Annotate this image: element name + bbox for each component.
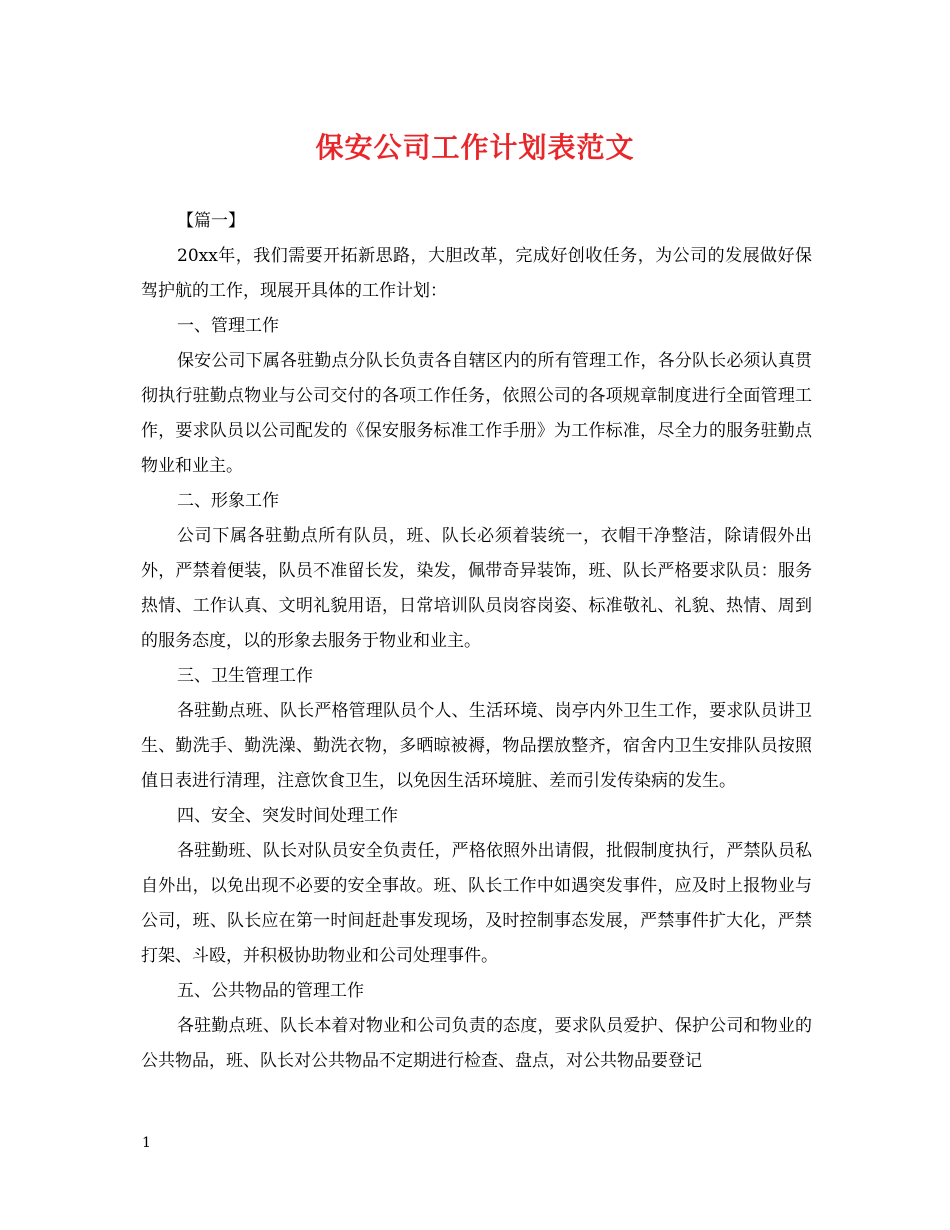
section-heading: 一、管理工作 <box>177 316 279 336</box>
section-heading: 二、形象工作 <box>177 491 279 511</box>
document-body <box>141 204 812 1079</box>
page-number: 1 <box>142 1135 151 1151</box>
section-heading: 四、安全、突发时间处理工作 <box>177 806 398 826</box>
body-paragraph: 保安公司下属各驻勤点分队长负责各自辖区内的所有管理工作，各分队长必须认真贯彻执行驻勤点物业与公司交付的各项工作任务，依照公司的各项规章制度进行全面管理工作，要求队员以公司配发的《保安服务标准工作手册》为工作标准，尽全力的服务驻勤点物业和业主。 <box>141 351 812 476</box>
body-paragraph: 公司下属各驻勤点所有队员，班、队长必须着装统一，衣帽干净整洁，除请假外出外，严禁着便装，队员不准留长发，染发，佩带奇异装饰，班、队长严格要求队员：服务热情、工作认真、文明礼貌用语，日常培训队员岗容岗姿、标准敬礼、礼貌、热情、周到的服务态度，以的形象去服务于物业和业主。 <box>141 526 812 651</box>
body-paragraph: 各驻勤班、队长对队员安全负责任，严格依照外出请假，批假制度执行，严禁队员私自外出，以免出现不必要的安全事故。班、队长工作中如遇突发事件，应及时上报物业与公司，班、队长应在第一时间赶赴事发现场，及时控制事态发展，严禁事件扩大化，严禁打架、斗殴，并积极协助物业和公司处理事件。 <box>141 841 812 966</box>
intro-paragraph: 20xx年，我们需要开拓新思路，大胆改革，完成好创收任务，为公司的发展做好保驾护航的工作，现展开具体的工作计划： <box>141 246 812 301</box>
document-title: 保安公司工作计划表范文 <box>315 131 635 164</box>
body-paragraph: 各驻勤点班、队长严格管理队员个人、生活环境、岗亭内外卫生工作，要求队员讲卫生、勤洗手、勤洗澡、勤洗衣物，多晒晾被褥，物品摆放整齐，宿舍内卫生安排队员按照值日表进行清理，注意饮食卫生，以免因生活环境脏、差而引发传染病的发生。 <box>141 701 812 791</box>
body-paragraph: 各驻勤点班、队长本着对物业和公司负责的态度，要求队员爱护、保护公司和物业的公共物品，班、队长对公共物品不定期进行检查、盘点，对公共物品要登记 <box>141 1016 812 1071</box>
section-heading: 三、卫生管理工作 <box>177 666 313 686</box>
section-heading: 五、公共物品的管理工作 <box>177 981 364 1001</box>
section-label: 【篇一】 <box>177 211 245 231</box>
